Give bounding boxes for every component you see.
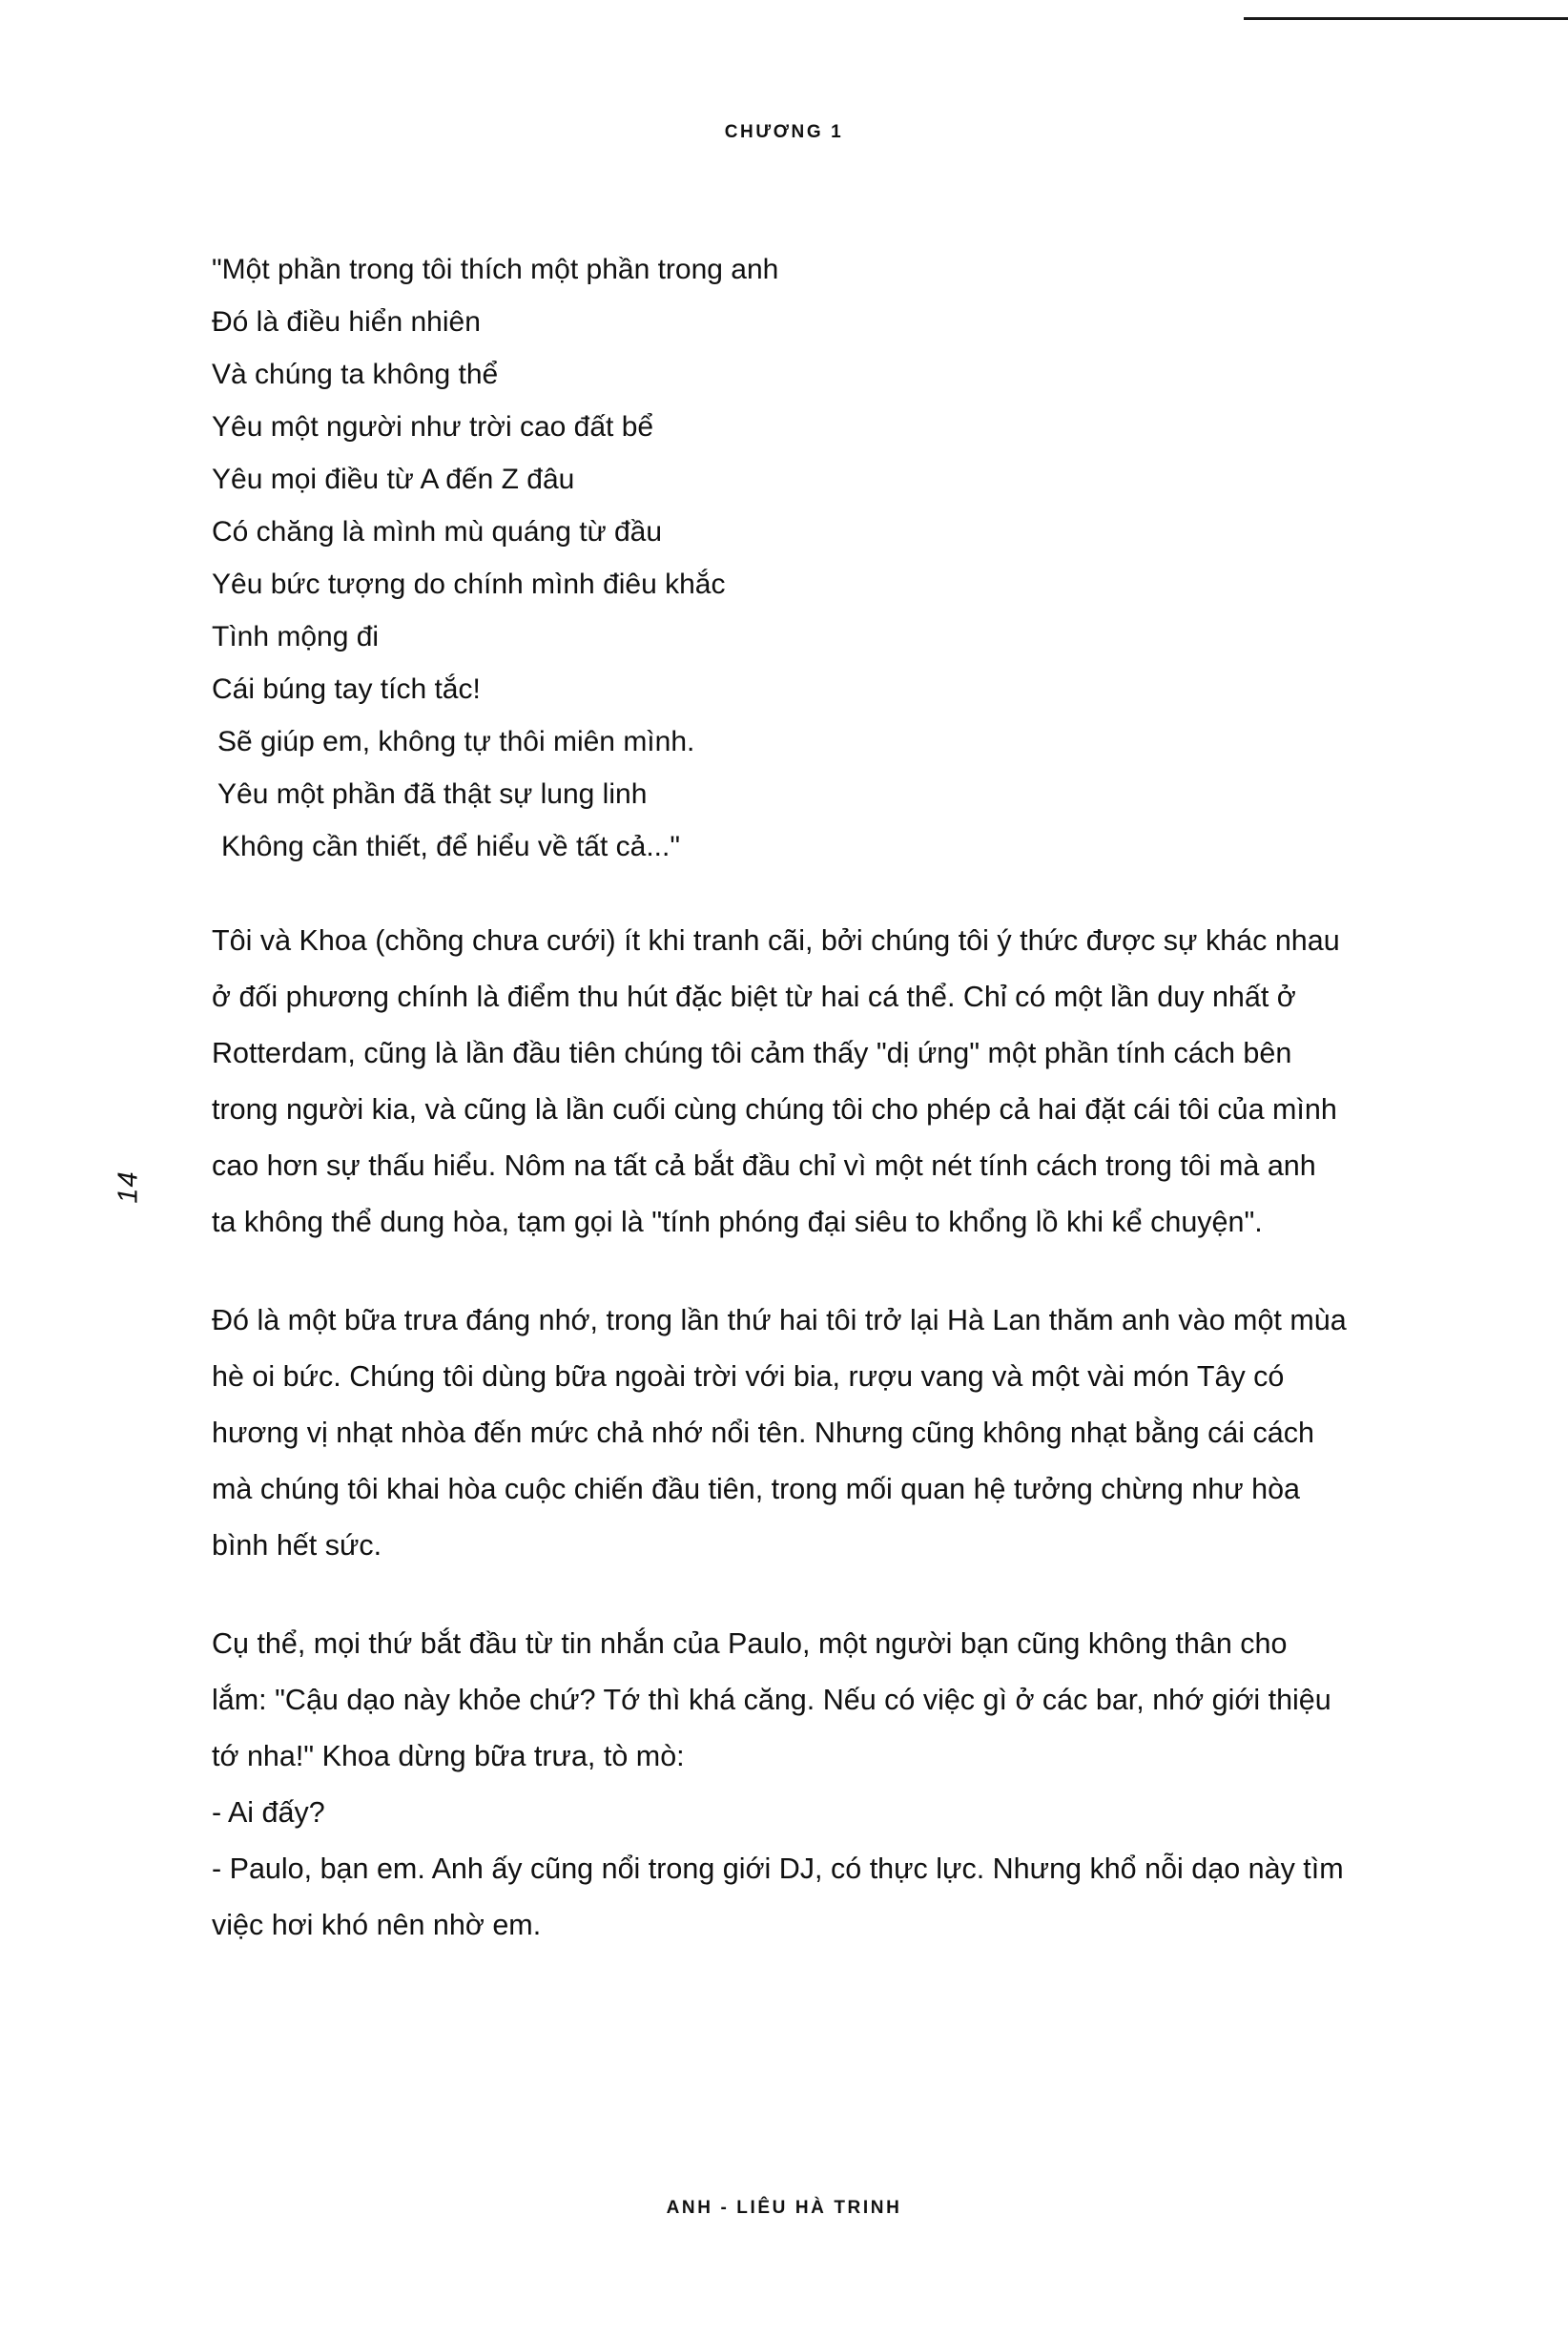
poem-line: Tình mộng đi [212,621,380,652]
poem-line: Cái búng tay tích tắc! [212,673,481,705]
poem-line: Yêu một phần đã thật sự lung linh [217,778,648,810]
poem-line: Yêu mọi điều từ A đến Z đâu [212,464,575,495]
dialogue-line: - Paulo, bạn em. Anh ấy cũng nổi trong giới DJ, có thực lực. Nhưng khổ nỗi dạo này tìm việc hơi khó nên nhờ em. [212,1853,1344,1941]
running-head: CHƯƠNG 1 [724,122,844,142]
dialogue-line: - Ai đấy? [212,1796,325,1829]
poem-line: "Một phần trong tôi thích một phần trong anh [212,254,779,285]
page-content [212,243,1347,1954]
poem-line: Yêu một người như trời cao đất bể [212,411,654,443]
poem-line: Sẽ giúp em, không tự thôi miên mình. [217,726,695,757]
body-paragraph: Cụ thể, mọi thứ bắt đầu từ tin nhắn của Paulo, một người bạn cũng không thân cho lắm: "Cậu dạo này khỏe chứ? Tớ thì khá căng. Nếu có việc gì ở các bar, nhớ giới thiệu tớ nha!" Khoa dừng bữa trưa, tò mò: [212,1627,1331,1772]
page-number: 14 [113,1170,144,1204]
poem-line: Đó là điều hiển nhiên [212,306,481,338]
footer-credit: ANH - LIÊU HÀ TRINH [666,2198,902,2218]
poem-block [212,243,1347,873]
body-paragraph: Đó là một bữa trưa đáng nhớ, trong lần thứ hai tôi trở lại Hà Lan thăm anh vào một mùa hè oi bức. Chúng tôi dùng bữa ngoài trời với bia, rượu vang và một vài món Tây có hương vị nhạt nhòa đến mức chả nhớ nổi tên. Nhưng cũng không nhạt bằng cái cách mà chúng tôi khai hòa cuộc chiến đầu tiên, trong mối quan hệ tưởng chừng như hòa bình hết sức. [212,1304,1347,1562]
poem-line: Không cần thiết, để hiểu về tất cả..." [221,831,680,862]
poem-line: Và chúng ta không thể [212,359,499,390]
poem-line: Có chăng là mình mù quáng từ đầu [212,516,663,548]
body-paragraph: Tôi và Khoa (chồng chưa cưới) ít khi tranh cãi, bởi chúng tôi ý thức được sự khác nhau ở đối phương chính là điểm thu hút đặc biệt từ hai cá thể. Chỉ có một lần duy nhất ở Rotterdam, cũng là lần đầu tiên chúng tôi cảm thấy "dị ứng" một phần tính cách bên trong người kia, và cũng là lần cuối cùng chúng tôi cho phép cả hai đặt cái tôi của mình cao hơn sự thấu hiểu. Nôm na tất cả bắt đầu chỉ vì một nét tính cách trong tôi mà anh ta không thể dung hòa, tạm gọi là "tính phóng đại siêu to khổng lồ khi kể chuyện". [212,924,1340,1238]
page-edge-rule [1244,17,1568,20]
poem-line: Yêu bức tượng do chính mình điêu khắc [212,569,726,600]
